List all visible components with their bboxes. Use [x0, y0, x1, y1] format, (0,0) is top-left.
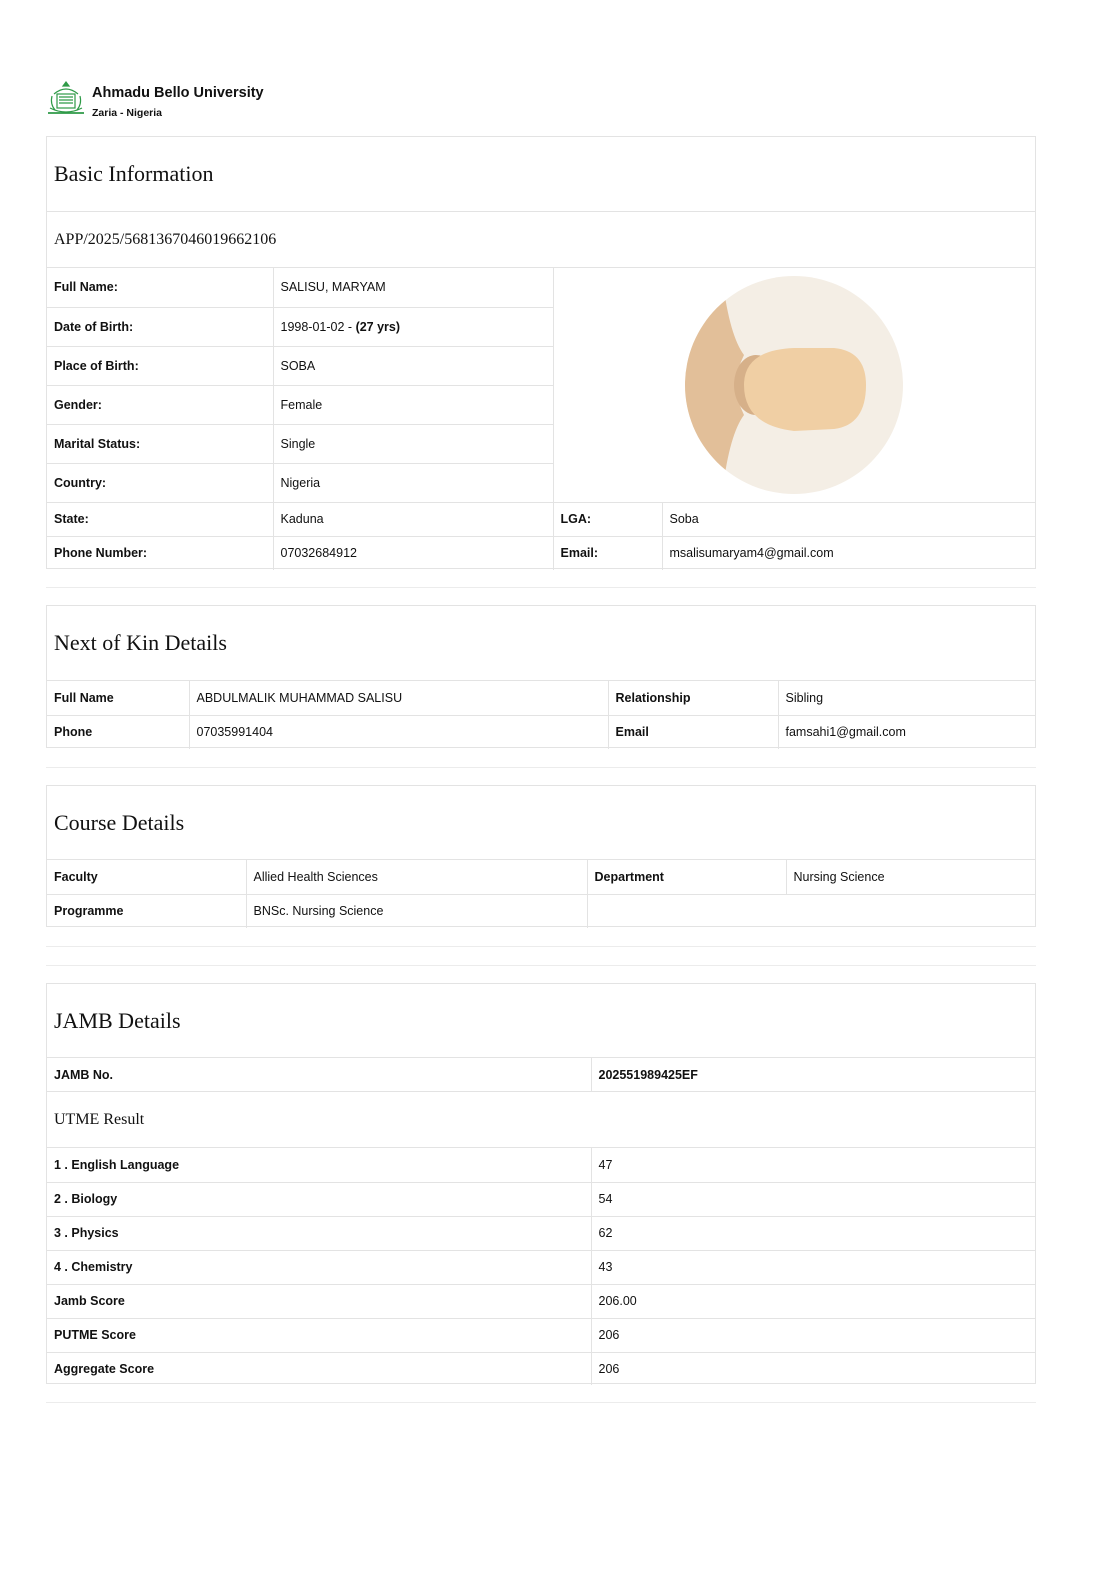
- gender-value: Female: [273, 385, 553, 424]
- utme-result-title: UTME Result: [47, 1091, 1035, 1148]
- putme-score-value: 206: [591, 1318, 1035, 1352]
- subject-score: 54: [591, 1182, 1035, 1216]
- lga-label: LGA:: [553, 502, 662, 536]
- phone-value: 07032684912: [273, 536, 553, 570]
- passport-photo: [684, 275, 904, 495]
- phone-label: Phone Number:: [47, 536, 273, 570]
- university-logo-icon: [46, 80, 86, 118]
- subject-label: 2 . Biology: [47, 1182, 591, 1216]
- state-label: State:: [47, 502, 273, 536]
- kin-name-value: ABDULMALIK MUHAMMAD SALISU: [189, 681, 608, 715]
- kin-relationship-value: Sibling: [778, 681, 1035, 715]
- subject-label: 3 . Physics: [47, 1216, 591, 1250]
- kin-phone-label: Phone: [47, 715, 189, 749]
- lga-value: Soba: [662, 502, 1035, 536]
- gender-label: Gender:: [47, 385, 273, 424]
- country-value: Nigeria: [273, 463, 553, 502]
- course-details-table: [47, 860, 1035, 928]
- jamb-number-table: [47, 1058, 1035, 1091]
- kin-name-label: Full Name: [47, 681, 189, 715]
- faculty-value: Allied Health Sciences: [246, 860, 587, 894]
- subject-label: 4 . Chemistry: [47, 1250, 591, 1284]
- subject-score: 43: [591, 1250, 1035, 1284]
- pob-label: Place of Birth:: [47, 346, 273, 385]
- jamb-score-value: 206.00: [591, 1284, 1035, 1318]
- marital-status-label: Marital Status:: [47, 424, 273, 463]
- section-title: Basic Information: [47, 137, 1035, 212]
- utme-result-table: [47, 1148, 1035, 1385]
- section-title: Course Details: [47, 786, 1035, 860]
- kin-relationship-label: Relationship: [608, 681, 778, 715]
- aggregate-score-label: Aggregate Score: [47, 1352, 591, 1385]
- email-value: msalisumaryam4@gmail.com: [662, 536, 1035, 570]
- divider: [46, 946, 1036, 947]
- kin-phone-value: 07035991404: [189, 715, 608, 749]
- subject-score: 62: [591, 1216, 1035, 1250]
- empty-cell: [587, 894, 1035, 928]
- email-label: Email:: [553, 536, 662, 570]
- course-details-section: [46, 785, 1036, 927]
- next-of-kin-section: [46, 605, 1036, 748]
- pob-value: SOBA: [273, 346, 553, 385]
- next-of-kin-table: [47, 681, 1035, 749]
- jamb-number-label: JAMB No.: [47, 1058, 591, 1091]
- kin-email-value: famsahi1@gmail.com: [778, 715, 1035, 749]
- jamb-score-label: Jamb Score: [47, 1284, 591, 1318]
- passport-photo-cell: [553, 268, 1035, 502]
- university-header: [46, 80, 446, 120]
- university-location: Zaria - Nigeria: [92, 107, 163, 119]
- aggregate-score-value: 206: [591, 1352, 1035, 1385]
- divider: [46, 767, 1036, 768]
- subject-label: 1 . English Language: [47, 1148, 591, 1182]
- full-name-value: SALISU, MARYAM: [273, 268, 553, 307]
- dob-value: [273, 307, 553, 346]
- state-value: Kaduna: [273, 502, 553, 536]
- age: (27 yrs): [355, 319, 401, 334]
- section-title: JAMB Details: [47, 984, 1035, 1058]
- basic-info-table: [47, 268, 1035, 570]
- application-number: APP/2025/5681367046019662106: [47, 212, 1035, 268]
- university-name: Ahmadu Bello University: [92, 85, 264, 101]
- divider: [46, 587, 1036, 588]
- marital-status-value: Single: [273, 424, 553, 463]
- full-name-label: Full Name:: [47, 268, 273, 307]
- programme-label: Programme: [47, 894, 246, 928]
- divider: [46, 965, 1036, 966]
- section-title: Next of Kin Details: [47, 606, 1035, 681]
- kin-email-label: Email: [608, 715, 778, 749]
- dob-date: 1998-01-02 -: [280, 319, 356, 334]
- country-label: Country:: [47, 463, 273, 502]
- jamb-details-section: [46, 983, 1036, 1384]
- jamb-number-value: 202551989425EF: [591, 1058, 1035, 1091]
- putme-score-label: PUTME Score: [47, 1318, 591, 1352]
- dob-label: Date of Birth:: [47, 307, 273, 346]
- subject-score: 47: [591, 1148, 1035, 1182]
- faculty-label: Faculty: [47, 860, 246, 894]
- divider: [46, 1402, 1036, 1403]
- programme-value: BNSc. Nursing Science: [246, 894, 587, 928]
- department-value: Nursing Science: [786, 860, 1035, 894]
- department-label: Department: [587, 860, 786, 894]
- basic-information-section: [46, 136, 1036, 569]
